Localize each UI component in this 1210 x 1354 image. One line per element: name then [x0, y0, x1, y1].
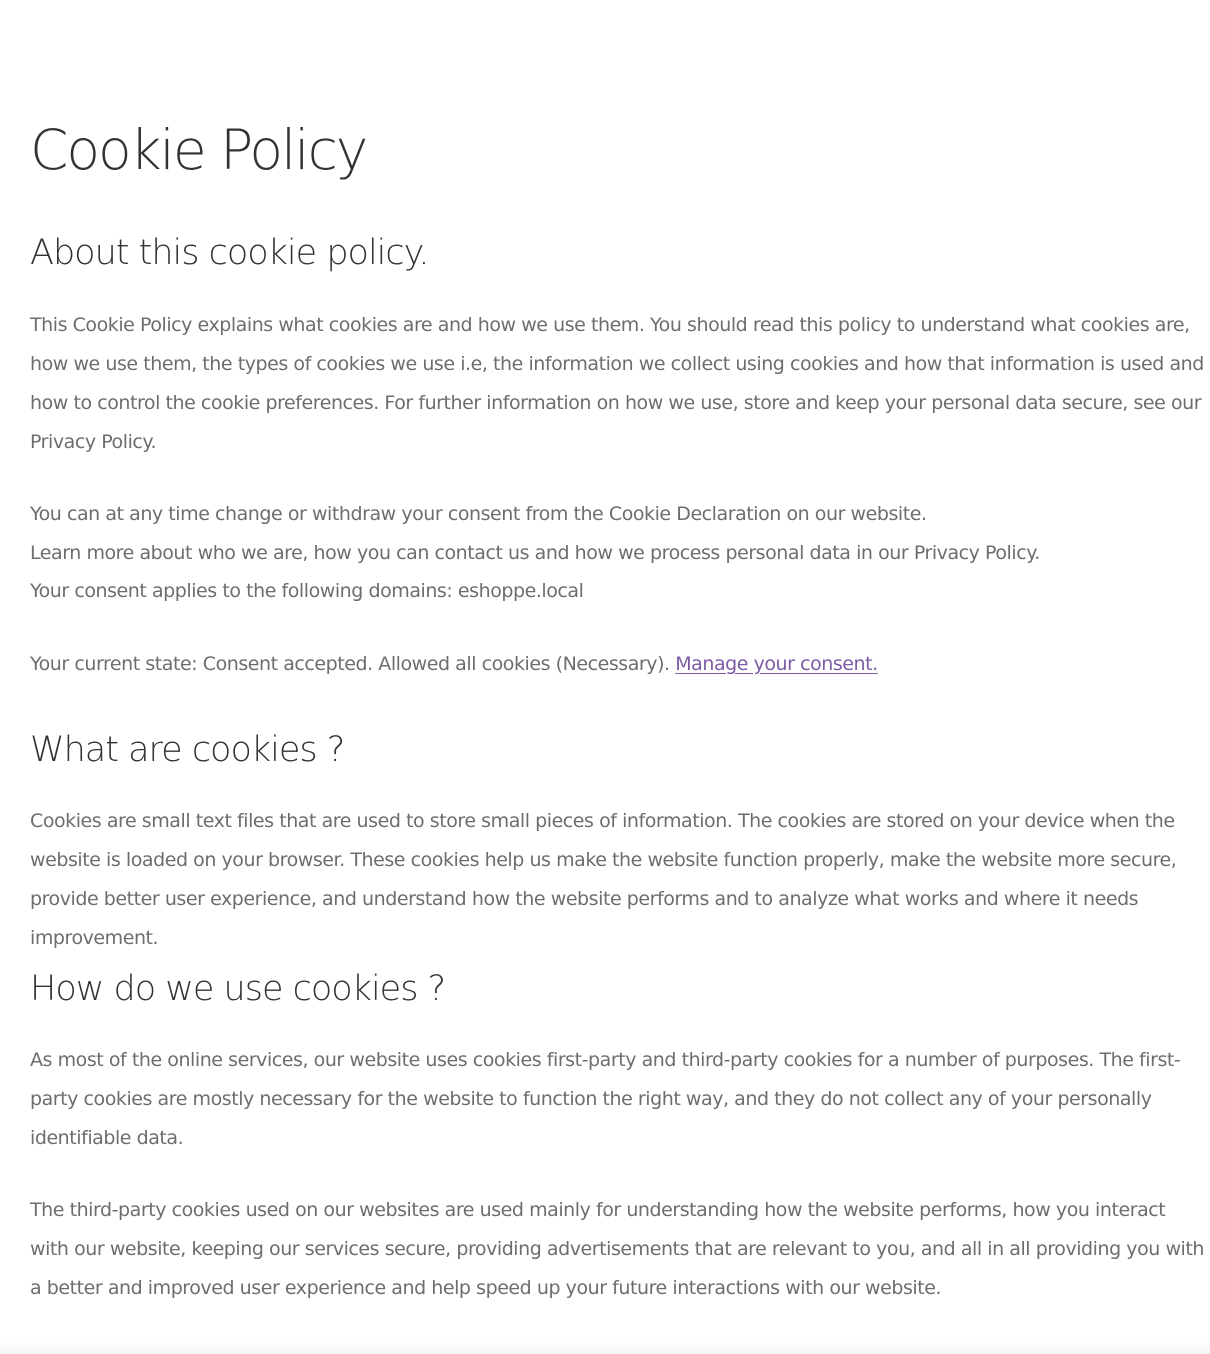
consent-withdraw-text: You can at any time change or withdraw your consent from the Cookie Declaration on our website.	[30, 503, 927, 525]
learn-more-text: Learn more about who we are, how you can contact us and how we process personal data in our Privacy Policy.	[30, 542, 1040, 564]
about-paragraph: This Cookie Policy explains what cookies are and how we use them. You should read this policy to understand what cookies are, how we use them, the types of cookies we use i.e, the information we collect using cookies and how that information is used and how to control the cookie preferences. For further information on how we use, store and keep your personal data secure, see our Privacy Policy.	[30, 314, 1204, 453]
how-do-we-use-cookies-heading: How do we use cookies ?	[30, 969, 446, 1009]
how-use-paragraph-third-party: The third-party cookies used on our websites are used mainly for understanding how the website performs, how you interact with our website, keeping our services secure, providing advertisements that are relevant to you, and all in all providing you with a better and improved user experience and help speed up your future interactions with our website.	[30, 1199, 1204, 1299]
bottom-scroll-fade	[0, 1342, 1210, 1354]
consent-domains-text: Your consent applies to the following domains: eshoppe.local	[30, 580, 584, 602]
manage-consent-link[interactable]: Manage your consent.	[675, 653, 878, 675]
about-heading: About this cookie policy.	[30, 233, 429, 273]
how-use-paragraph-first-party: As most of the online services, our website uses cookies first-party and third-party cookies for a number of purposes. The first-party cookies are mostly necessary for the website to function the right way, and they do not collect any of your personally identifiable data.	[30, 1049, 1181, 1149]
current-state-text: Your current state: Consent accepted. Allowed all cookies (Necessary).	[30, 653, 670, 675]
current-state-line	[30, 645, 1205, 684]
what-are-cookies-heading: What are cookies ?	[30, 730, 345, 770]
what-are-cookies-paragraph: Cookies are small text files that are used to store small pieces of information. The cookies are stored on your device when the website is loaded on your browser. These cookies help us make the website function properly, make the website more secure, provide better user experience, and understand how the website performs and to analyze what works and where it needs improvement.	[30, 810, 1177, 949]
page-title: Cookie Policy	[30, 118, 367, 182]
